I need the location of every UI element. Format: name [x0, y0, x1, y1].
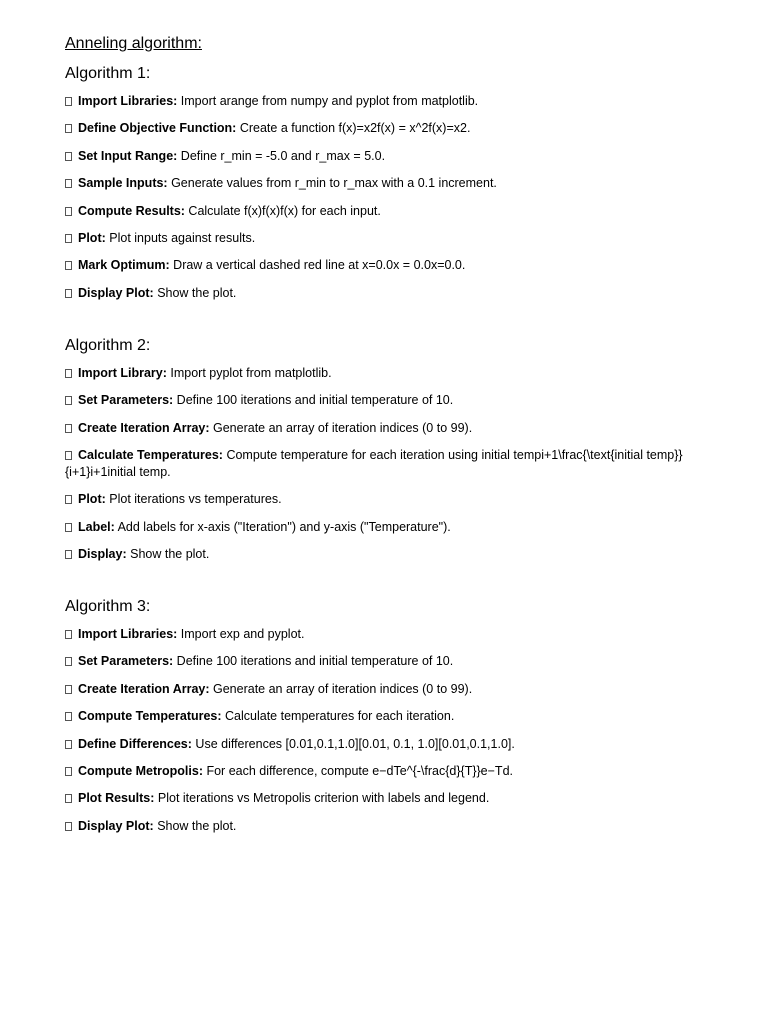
missing-glyph-box-icon — [65, 550, 72, 559]
step-item — [65, 285, 725, 302]
step-item — [65, 93, 725, 110]
step-title: Import Library: — [78, 365, 167, 380]
missing-glyph-box-icon — [65, 657, 72, 666]
step-title: Set Parameters: — [78, 393, 174, 408]
step-text: Show the plot. — [153, 818, 237, 833]
step-item — [65, 203, 725, 220]
missing-glyph-box-icon — [65, 424, 72, 433]
step-title: Display Plot: — [78, 818, 154, 833]
step-text: Generate an array of iteration indices (0 to 99). — [209, 420, 473, 435]
step-item — [65, 491, 725, 508]
missing-glyph-box-icon — [65, 767, 72, 776]
step-item — [65, 681, 725, 698]
missing-glyph-box-icon — [65, 495, 72, 504]
missing-glyph-box-icon — [65, 207, 72, 216]
step-title: Import Libraries: — [78, 627, 178, 642]
missing-glyph-box-icon — [65, 451, 72, 460]
step-text: For each difference, compute e−dTe^{-\frac{d}{T}}e−Td. — [203, 764, 513, 779]
step-item — [65, 175, 725, 192]
step-text: Create a function f(x)=x2f(x) = x^2f(x)=x2. — [236, 121, 471, 136]
missing-glyph-box-icon — [65, 97, 72, 106]
step-item — [65, 546, 725, 563]
step-text: Add labels for x-axis ("Iteration") and y-axis ("Temperature"). — [114, 519, 451, 534]
missing-glyph-box-icon — [65, 523, 72, 532]
step-title: Set Parameters: — [78, 654, 174, 669]
step-item — [65, 736, 725, 753]
step-title: Mark Optimum: — [78, 258, 170, 273]
missing-glyph-box-icon — [65, 261, 72, 270]
section-heading: Algorithm 1: — [65, 65, 151, 82]
missing-glyph-box-icon — [65, 822, 72, 831]
step-text: Use differences [0.01,0.1,1.0][0.01, 0.1, 1.0][0.01,0.1,1.0]. — [191, 736, 515, 751]
step-text: Plot inputs against results. — [105, 230, 256, 245]
missing-glyph-box-icon — [65, 289, 72, 298]
algorithm-section-1 — [65, 63, 725, 302]
step-title: Create Iteration Array: — [78, 681, 210, 696]
missing-glyph-box-icon — [65, 396, 72, 405]
document-page — [65, 33, 725, 845]
step-title: Define Objective Function: — [78, 121, 237, 136]
step-text: Define r_min = -5.0 and r_max = 5.0. — [177, 148, 386, 163]
algorithm-section-3 — [65, 596, 725, 835]
step-item — [65, 257, 725, 274]
step-list — [65, 93, 725, 302]
step-item — [65, 447, 725, 481]
step-title: Compute Temperatures: — [78, 709, 222, 724]
step-text: Define 100 iterations and initial temperature of 10. — [173, 393, 454, 408]
missing-glyph-box-icon — [65, 152, 72, 161]
step-list — [65, 365, 725, 563]
step-text: Show the plot. — [153, 285, 237, 300]
step-text: Define 100 iterations and initial temperature of 10. — [173, 654, 454, 669]
step-item — [65, 420, 725, 437]
step-title: Display: — [78, 547, 127, 562]
step-text: Import exp and pyplot. — [177, 627, 305, 642]
missing-glyph-box-icon — [65, 794, 72, 803]
step-item — [65, 708, 725, 725]
step-item — [65, 148, 725, 165]
missing-glyph-box-icon — [65, 712, 72, 721]
step-title: Create Iteration Array: — [78, 420, 210, 435]
step-text: Show the plot. — [126, 547, 210, 562]
step-item — [65, 365, 725, 382]
step-text: Compute temperature for each iteration using initial tempi+1\frac{\text{initial temp}}{i+1}i+1initial temp. — [65, 447, 683, 479]
step-text: Import arange from numpy and pyplot from matplotlib. — [177, 94, 479, 108]
missing-glyph-box-icon — [65, 630, 72, 639]
section-heading: Algorithm 2: — [65, 336, 151, 354]
section-heading: Algorithm 3: — [65, 598, 151, 616]
step-item — [65, 790, 725, 807]
step-title: Sample Inputs: — [78, 176, 168, 191]
step-item — [65, 626, 725, 643]
step-title: Calculate Temperatures: — [78, 447, 223, 462]
step-title: Compute Metropolis: — [78, 764, 203, 779]
step-title: Import Libraries: — [78, 94, 178, 108]
missing-glyph-box-icon — [65, 740, 72, 749]
step-item — [65, 653, 725, 670]
step-item — [65, 818, 725, 835]
missing-glyph-box-icon — [65, 179, 72, 188]
step-item — [65, 120, 725, 137]
document-title: Anneling algorithm: — [65, 35, 202, 52]
step-text: Generate values from r_min to r_max with a 0.1 increment. — [167, 176, 497, 191]
step-item — [65, 519, 725, 536]
step-title: Plot: — [78, 492, 106, 507]
step-title: Label: — [78, 519, 115, 534]
step-text: Plot iterations vs Metropolis criterion with labels and legend. — [154, 791, 490, 806]
step-item — [65, 392, 725, 409]
missing-glyph-box-icon — [65, 124, 72, 133]
algorithm-section-2 — [65, 335, 725, 563]
step-text: Generate an array of iteration indices (0 to 99). — [209, 681, 473, 696]
step-list — [65, 626, 725, 835]
step-title: Display Plot: — [78, 285, 154, 300]
step-text: Plot iterations vs temperatures. — [105, 492, 282, 507]
missing-glyph-box-icon — [65, 234, 72, 243]
step-text: Calculate temperatures for each iteration. — [221, 709, 455, 724]
step-title: Set Input Range: — [78, 148, 178, 163]
missing-glyph-box-icon — [65, 685, 72, 694]
step-item — [65, 230, 725, 247]
step-title: Plot Results: — [78, 791, 155, 806]
step-text: Draw a vertical dashed red line at x=0.0x = 0.0x=0.0. — [169, 258, 466, 273]
missing-glyph-box-icon — [65, 369, 72, 378]
step-text: Import pyplot from matplotlib. — [166, 365, 332, 380]
step-title: Plot: — [78, 230, 106, 245]
step-title: Compute Results: — [78, 203, 185, 218]
step-text: Calculate f(x)f(x)f(x) for each input. — [184, 203, 381, 218]
step-title: Define Differences: — [78, 736, 192, 751]
step-item — [65, 763, 725, 780]
